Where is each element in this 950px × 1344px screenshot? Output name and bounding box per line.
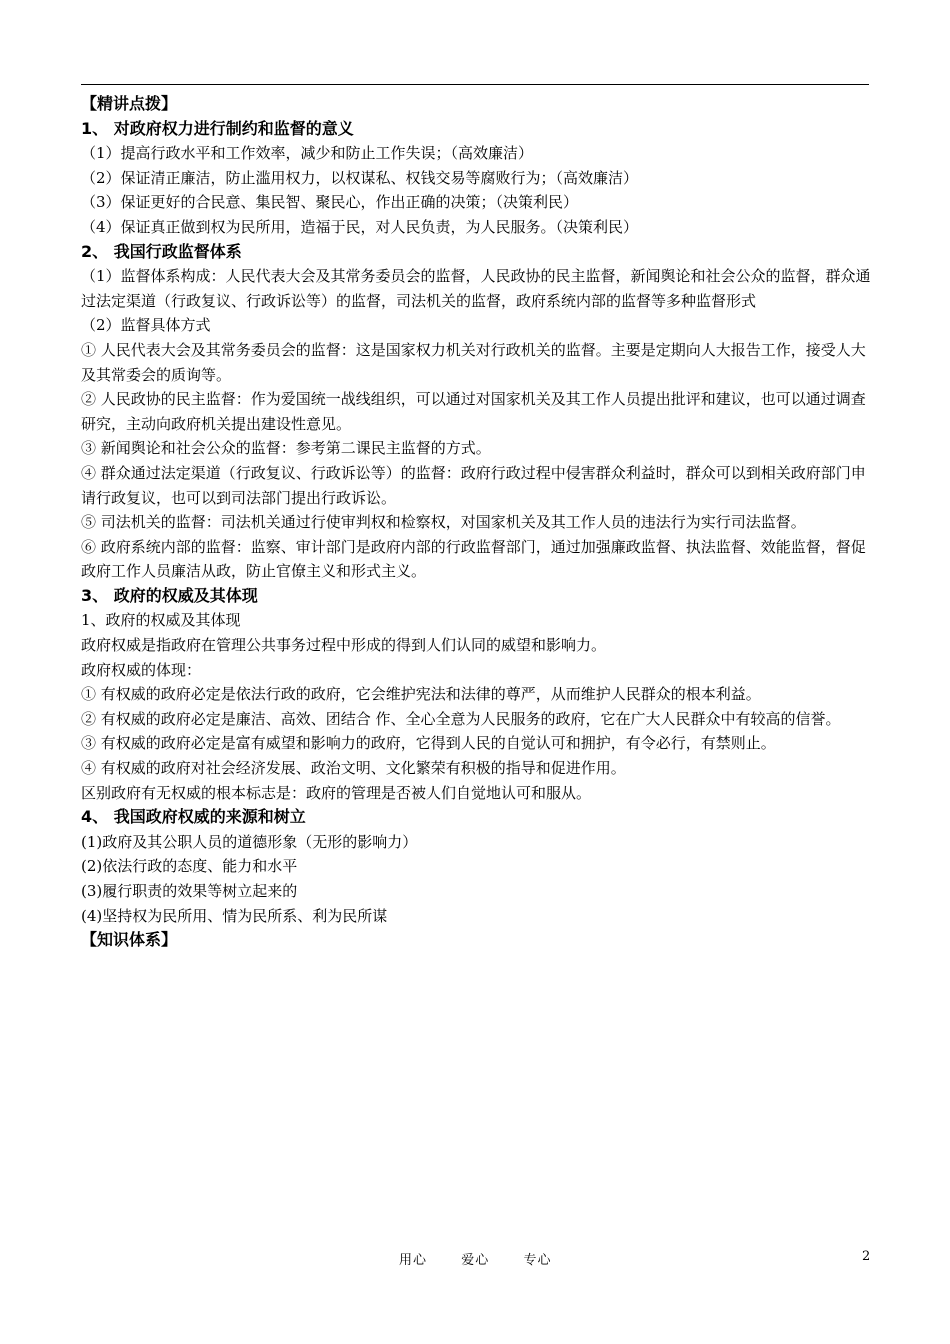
section-heading: 3、 政府的权威及其体现: [81, 585, 258, 605]
text-line: （1）提高行政水平和工作效率，减少和防止工作失误；（高效廉洁）: [81, 144, 534, 163]
document-body: [81, 92, 871, 953]
section-heading: 4、 我国政府权威的来源和树立: [81, 807, 306, 827]
text-line: (1)政府及其公职人员的道德形象（无形的影响力）: [81, 832, 418, 851]
text-line: 政府权威的体现：: [81, 660, 202, 679]
text-line: （4）保证真正做到权为民所用，造福于民，对人民负责，为人民服务。（决策利民）: [81, 217, 639, 236]
text-line: ③ 有权威的政府必定是富有威望和影响力的政府，它得到人民的自觉认可和拥护，有令必行，有禁则止。: [81, 734, 776, 753]
text-paragraph: （1）监督体系构成：人民代表大会及其常务委员会的监督，人民政协的民主监督，新闻舆论和社会公众的监督，群众通过法定渠道（行政复议、行政诉讼等）的监督，司法机关的监督，政府系统内部的监督等多种监督形式: [81, 267, 871, 310]
text-line: 1、政府的权威及其体现: [81, 611, 241, 630]
section-heading: 2、 我国行政监督体系: [81, 241, 242, 261]
text-line: (2)依法行政的态度、能力和水平: [81, 857, 298, 876]
text-line: （2）保证清正廉洁，防止滥用权力，以权谋私、权钱交易等腐败行为；（高效廉洁）: [81, 168, 639, 187]
text-line: ① 有权威的政府必定是依法行政的政府，它会维护宪法和法律的尊严，从而维护人民群众的根本利益。: [81, 685, 761, 704]
text-line: （3）保证更好的合民意、集民智、聚民心，作出正确的决策；（决策利民）: [81, 193, 579, 212]
text-paragraph: ④ 群众通过法定渠道（行政复议、行政诉讼等）的监督：政府行政过程中侵害群众利益时，群众可以到相关政府部门申请行政复议，也可以到司法部门提出行政诉讼。: [81, 463, 866, 507]
text-paragraph: ② 人民政协的民主监督：作为爱国统一战线组织，可以通过对国家机关及其工作人员提出批评和建议，也可以通过调查研究，主动向政府机关提出建设性意见。: [81, 390, 866, 433]
text-line: ⑤ 司法机关的监督：司法机关通过行使审判权和检察权，对国家机关及其工作人员的违法行为实行司法监督。: [81, 513, 806, 532]
text-line: （2）监督具体方式: [81, 316, 211, 335]
text-paragraph: ② 有权威的政府必定是廉洁、高效、团结合 作、全心全意为人民服务的政府，它在广大人民群众中有较高的信誉。: [81, 709, 841, 728]
text-line: ④ 有权威的政府对社会经济发展、政治文明、文化繁荣有积极的指导和促进作用。: [81, 759, 626, 778]
footer-motto: 用心 爱心 专心: [399, 1253, 552, 1268]
section-heading: 【知识体系】: [81, 930, 178, 950]
header-rule: [81, 84, 869, 85]
text-line: (4)坚持权为民所用、情为民所系、利为民所谋: [81, 906, 388, 925]
text-line: 政府权威是指政府在管理公共事务过程中形成的得到人们认同的威望和影响力。: [81, 636, 607, 655]
text-paragraph: ⑥ 政府系统内部的监督：监察、审计部门是政府内部的行政监督部门，通过加强廉政监督、执法监督、效能监督，督促政府工作人员廉洁从政，防止官僚主义和形式主义。: [81, 537, 866, 581]
text-line: ③ 新闻舆论和社会公众的监督：参考第二课民主监督的方式。: [81, 439, 491, 458]
section-heading: 【精讲点拨】: [81, 94, 178, 113]
text-line: 区别政府有无权威的根本标志是：政府的管理是否被人们自觉地认可和服从。: [81, 783, 592, 802]
section-heading: 1、 对政府权力进行制约和监督的意义: [81, 118, 354, 138]
text-paragraph: ① 人民代表大会及其常务委员会的监督：这是国家权力机关对行政机关的监督。主要是定期向人大报告工作，接受人大及其常委会的质询等。: [81, 340, 866, 384]
text-line: (3)履行职责的效果等树立起来的: [81, 882, 298, 900]
page-number: 2: [862, 1249, 871, 1264]
